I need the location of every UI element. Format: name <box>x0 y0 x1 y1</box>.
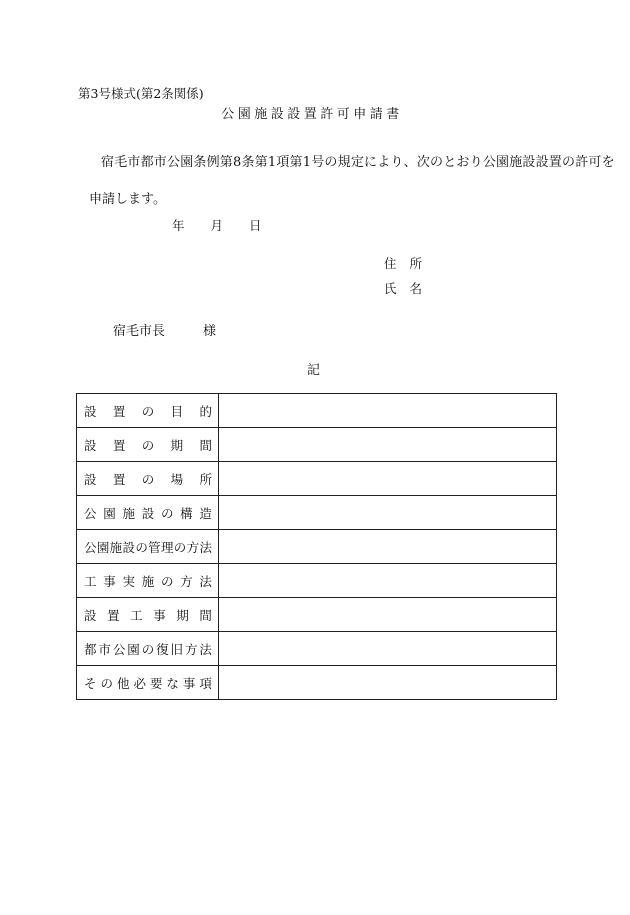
table-row <box>77 666 557 700</box>
date-line <box>172 216 262 234</box>
item-label: 設 置 工 事 期 間 <box>84 607 212 623</box>
item-label-cell <box>77 394 219 428</box>
document-title: 公園施設設置許可申請書 <box>221 107 403 122</box>
item-label-cell <box>77 598 219 632</box>
date-year-label: 年 <box>172 218 185 233</box>
item-value-cell[interactable] <box>218 428 556 462</box>
item-label: 設 置 の 場 所 <box>84 471 212 487</box>
table-row <box>77 394 557 428</box>
date-month-label: 月 <box>210 218 224 233</box>
table-row <box>77 496 557 530</box>
date-day-label: 日 <box>249 218 262 233</box>
item-label-cell <box>77 496 219 530</box>
item-value-cell[interactable] <box>218 666 556 700</box>
form-number: 第3号様式(第2条関係) <box>78 86 204 101</box>
item-label-cell <box>77 632 219 666</box>
item-label-cell <box>77 564 219 598</box>
table-row <box>77 462 557 496</box>
body-text-line-1: 宿毛市都市公園条例第8条第1項第1号の規定により、次のとおり公園施設設置の許可を <box>101 155 615 170</box>
table-row <box>77 428 557 462</box>
item-label-cell <box>77 666 219 700</box>
item-label: 設 置 の 目 的 <box>84 403 212 419</box>
body-text-line-2: 申請します。 <box>89 192 166 207</box>
item-label: 公 園 施 設 の 構 造 <box>84 505 212 521</box>
table-row <box>77 632 557 666</box>
item-value-cell[interactable] <box>218 394 556 428</box>
addressee-name: 宿毛市長 <box>113 324 166 339</box>
item-label: 工 事 実 施 の 方 法 <box>84 573 212 589</box>
item-label-cell <box>77 530 219 564</box>
item-label: 公 園 施 設 の 管 理 の 方 法 <box>84 539 212 555</box>
ki-mark: 記 <box>307 363 321 378</box>
addressee-honorific: 様 <box>203 324 217 339</box>
item-value-cell[interactable] <box>218 496 556 530</box>
table-row <box>77 564 557 598</box>
item-label-cell <box>77 462 219 496</box>
item-label: 都 市 公 園 の 復 旧 方 法 <box>84 641 212 657</box>
item-label: 設 置 の 期 間 <box>84 437 212 453</box>
item-label-cell <box>77 428 219 462</box>
address-label: 住所 <box>384 256 436 271</box>
item-value-cell[interactable] <box>218 462 556 496</box>
application-items-table <box>76 393 557 700</box>
table-row <box>77 598 557 632</box>
item-value-cell[interactable] <box>218 564 556 598</box>
item-value-cell[interactable] <box>218 632 556 666</box>
item-value-cell[interactable] <box>218 530 556 564</box>
name-label: 氏名 <box>384 281 436 296</box>
item-label: そ の 他 必 要 な 事 項 <box>84 675 212 691</box>
addressee <box>113 320 216 339</box>
item-value-cell[interactable] <box>218 598 556 632</box>
table-row <box>77 530 557 564</box>
